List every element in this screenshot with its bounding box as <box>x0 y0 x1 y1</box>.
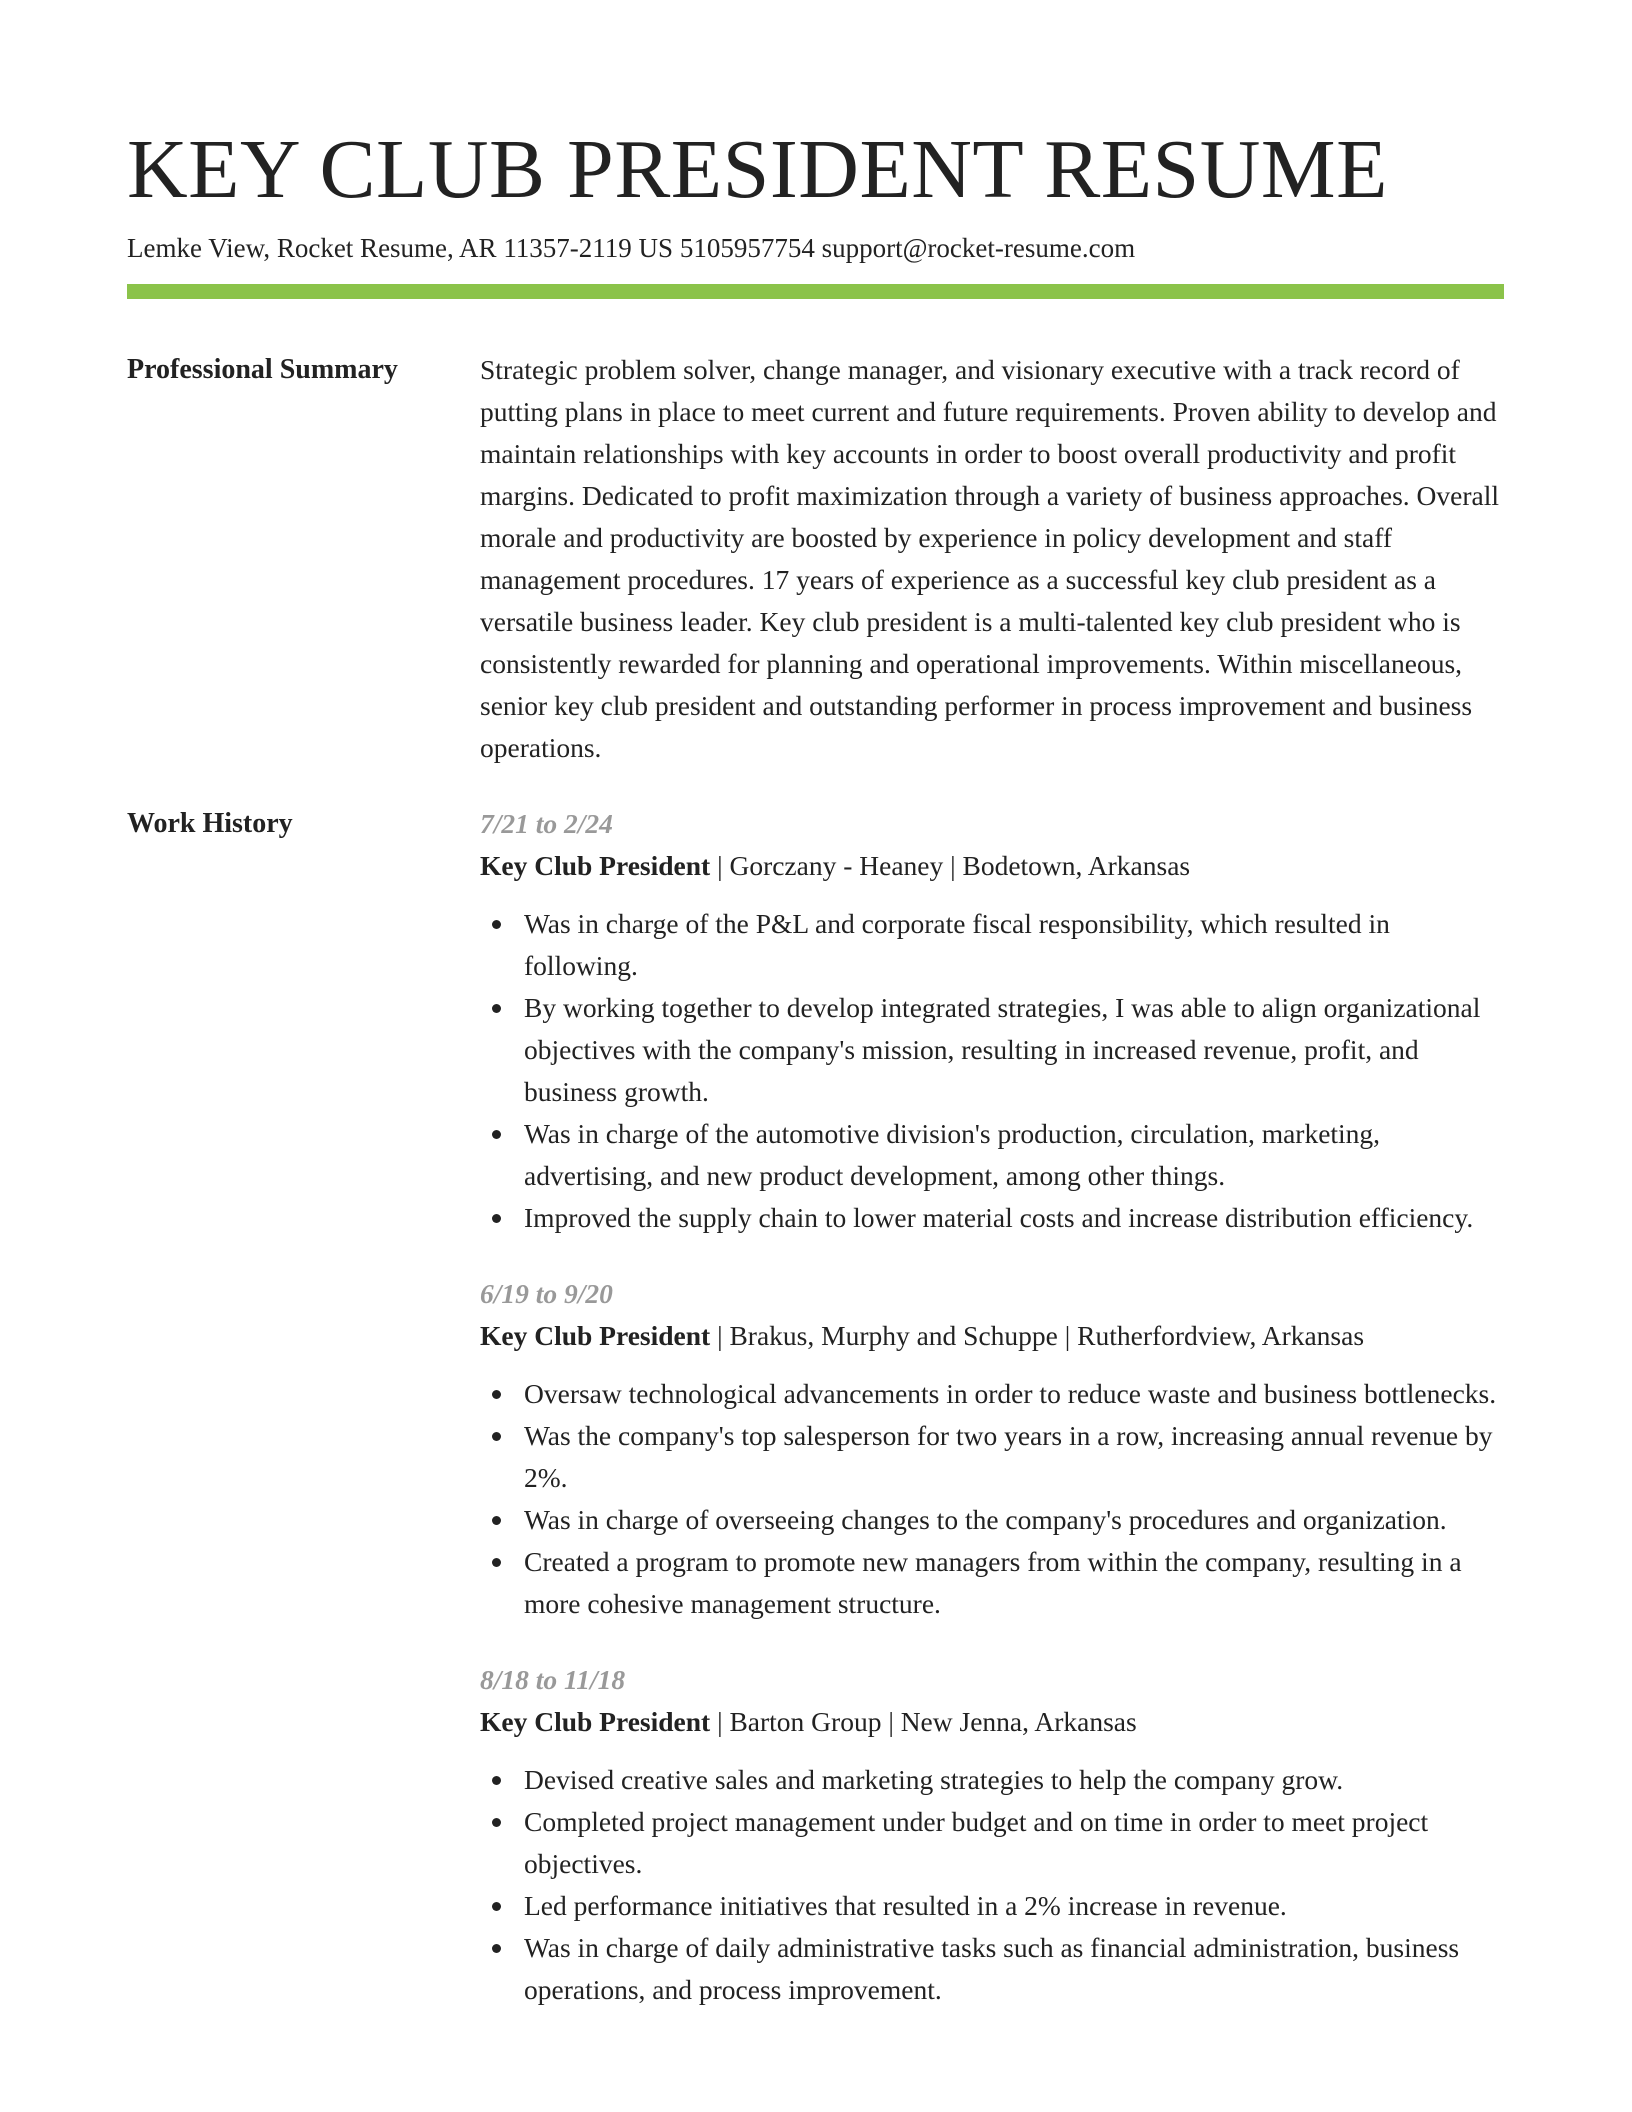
summary-section <box>127 349 1504 769</box>
job-bullet-text: Led performance initiatives that resulted in a 2% increase in revenue. <box>524 1890 1287 1921</box>
bullet-dot-icon <box>492 1004 501 1013</box>
bullet-dot-icon <box>492 1902 501 1911</box>
bullet-dot-icon <box>492 1558 501 1567</box>
job-entry <box>480 1659 1504 2011</box>
accent-divider <box>127 284 1504 299</box>
bullet-dot-icon <box>492 1390 501 1399</box>
job-entry <box>480 1273 1504 1625</box>
job-dates: 7/21 to 2/24 <box>480 808 613 839</box>
job-bullet-text: Was in charge of daily administrative tasks such as financial administration, business operations, and process improvement. <box>524 1932 1460 2005</box>
job-bullet <box>480 903 1504 987</box>
job-title: Key Club President <box>480 1706 711 1737</box>
bullet-dot-icon <box>492 1516 501 1525</box>
job-bullet <box>480 1197 1504 1239</box>
job-bullet <box>480 1759 1504 1801</box>
job-dates: 8/18 to 11/18 <box>480 1664 626 1695</box>
work-history-section <box>127 803 1504 2011</box>
job-bullet-text: Created a program to promote new managers from within the company, resulting in a more cohesive management structure. <box>524 1546 1462 1619</box>
summary-body <box>480 349 1504 769</box>
bullet-dot-icon <box>492 1432 501 1441</box>
job-dates: 6/19 to 9/20 <box>480 1278 613 1309</box>
job-bullet <box>480 1415 1504 1499</box>
job-employer-location: | Gorczany - Heaney | Bodetown, Arkansas <box>710 850 1191 881</box>
job-employer-location: | Barton Group | New Jenna, Arkansas <box>710 1706 1137 1737</box>
job-bullet <box>480 1373 1504 1415</box>
bullet-dot-icon <box>492 1944 501 1953</box>
job-bullet-text: Devised creative sales and marketing strategies to help the company grow. <box>524 1764 1344 1795</box>
summary-text: Strategic problem solver, change manager, and visionary executive with a track record of putting plans in place to meet current and future requirements. Proven ability to develop and maintain relationships with key accounts in order to boost overall productivity and profit margins. Dedicated to profit maximization through a variety of business approaches. Overall morale and productivity are boosted by experience in policy development and staff management procedures. 17 years of experience as a successful key club president as a versatile business leader. Key club president is a multi-talented key club president who is consistently rewarded for planning and operational improvements. Within miscellaneous, senior key club president and outstanding performer in process improvement and business operations. <box>480 354 1499 763</box>
summary-heading: Professional Summary <box>127 354 398 385</box>
job-bullet-text: Completed project management under budget and on time in order to meet project objectives. <box>524 1806 1429 1879</box>
contact-line: Lemke View, Rocket Resume, AR 11357-2119 US 5105957754 support@rocket-resume.com <box>127 233 1136 263</box>
job-bullet <box>480 1541 1504 1625</box>
work-history-body <box>480 803 1504 2011</box>
resume-title: KEY CLUB PRESIDENT RESUME <box>127 123 1388 216</box>
job-bullet <box>480 1113 1504 1197</box>
job-heading <box>480 845 1504 887</box>
job-bullet-text: Improved the supply chain to lower material costs and increase distribution efficiency. <box>524 1202 1474 1233</box>
job-bullet-text: By working together to develop integrated strategies, I was able to align organizational objectives with the company's mission, resulting in increased revenue, profit, and business growth. <box>524 992 1481 1107</box>
job-bullet-text: Was in charge of the automotive division's production, circulation, marketing, advertising, and new product development, among other things. <box>524 1118 1381 1191</box>
job-bullet <box>480 1885 1504 1927</box>
job-bullet <box>480 1801 1504 1885</box>
job-heading <box>480 1315 1504 1357</box>
job-bullet-list <box>480 1373 1504 1625</box>
resume-page <box>127 120 1504 2011</box>
job-bullet <box>480 1927 1504 2011</box>
job-entry <box>480 803 1504 1239</box>
bullet-dot-icon <box>492 1818 501 1827</box>
job-heading <box>480 1701 1504 1743</box>
bullet-dot-icon <box>492 1130 501 1139</box>
job-bullet <box>480 1499 1504 1541</box>
job-bullet-list <box>480 1759 1504 2011</box>
job-bullet-text: Was in charge of overseeing changes to the company's procedures and organization. <box>524 1504 1447 1535</box>
job-title: Key Club President <box>480 1320 711 1351</box>
work-history-heading: Work History <box>127 808 293 839</box>
job-bullet <box>480 987 1504 1113</box>
bullet-dot-icon <box>492 920 501 929</box>
job-bullet-text: Oversaw technological advancements in order to reduce waste and business bottlenecks. <box>524 1378 1497 1409</box>
bullet-dot-icon <box>492 1214 501 1223</box>
job-bullet-text: Was the company's top salesperson for two years in a row, increasing annual revenue by 2%. <box>524 1420 1493 1493</box>
job-title: Key Club President <box>480 850 711 881</box>
job-bullet-list <box>480 903 1504 1239</box>
bullet-dot-icon <box>492 1776 501 1785</box>
job-bullet-text: Was in charge of the P&L and corporate fiscal responsibility, which resulted in following. <box>524 908 1390 981</box>
job-employer-location: | Brakus, Murphy and Schuppe | Rutherfordview, Arkansas <box>710 1320 1365 1351</box>
